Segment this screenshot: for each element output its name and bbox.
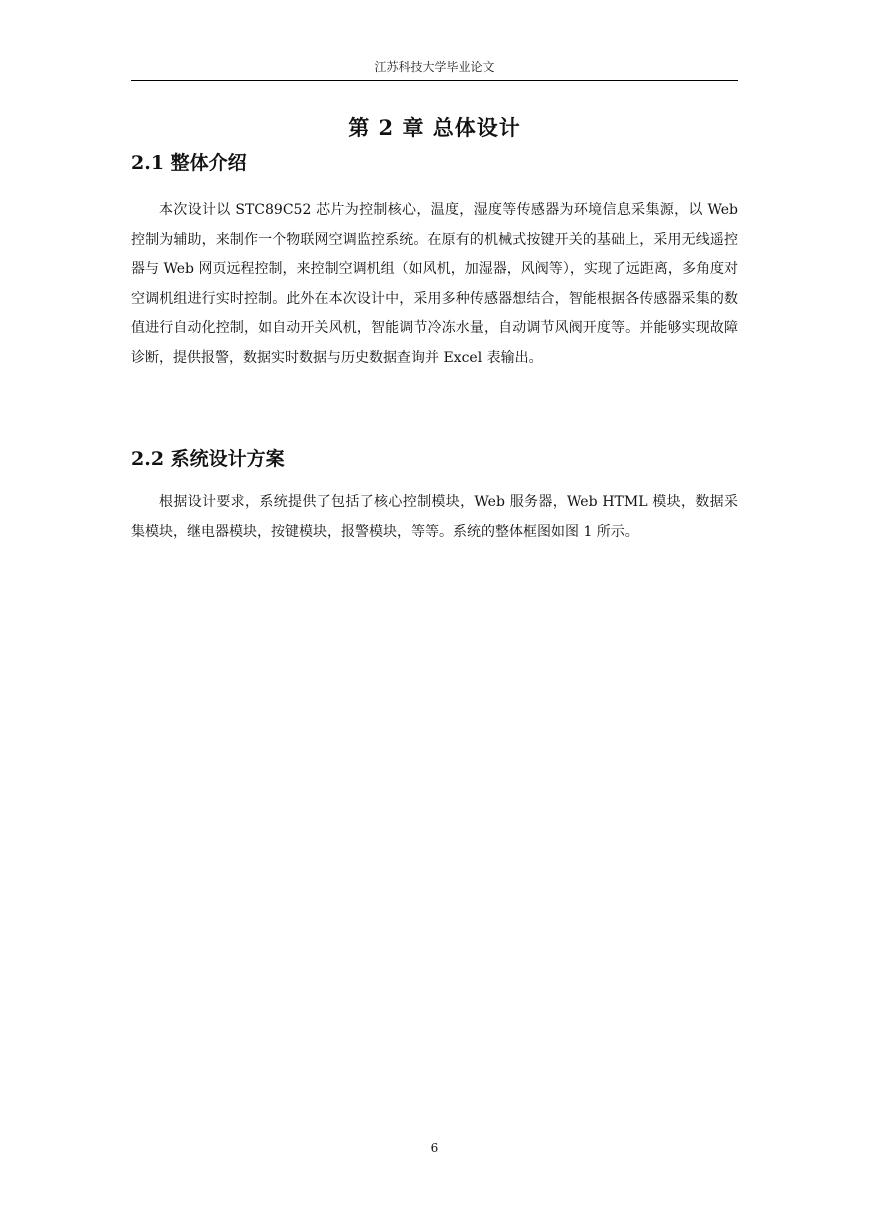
section-heading-2-1: 2.1 整体介绍 <box>131 152 247 174</box>
page-number: 6 <box>430 1141 439 1155</box>
running-header: 江苏科技大学毕业论文 <box>374 60 495 74</box>
section-heading-2-2: 2.2 系统设计方案 <box>131 448 285 470</box>
header-rule <box>131 80 738 81</box>
paragraph-design-scheme: 根据设计要求，系统提供了包括了核心控制模块，Web 服务器，Web HTML 模块，数据采集模块，继电器模块，按键模块，报警模块，等等。系统的整体框图如图 1 所示。 <box>131 494 738 540</box>
section-2-1-body <box>131 196 738 373</box>
chapter-title: 第 2 章 总体设计 <box>348 115 521 140</box>
section-2-2-body <box>131 488 738 547</box>
paragraph-overview: 本次设计以 STC89C52 芯片为控制核心，温度，湿度等传感器为环境信息采集源，以 Web 控制为辅助，来制作一个物联网空调监控系统。在原有的机械式按键开关的基础上，采用无线遥控器与 Web 网页远程控制，来控制空调机组（如风机，加湿器，风阀等），实现了远距离，多角度对空调机组进行实时控制。此外在本次设计中，采用多种传感器想结合，智能根据各传感器采集的数值进行自动化控制，如自动开关风机，智能调节冷冻水量，自动调节风阀开度等。并能够实现故障诊断，提供报警，数据实时数据与历史数据查询并 Excel 表输出。 <box>131 202 738 366</box>
